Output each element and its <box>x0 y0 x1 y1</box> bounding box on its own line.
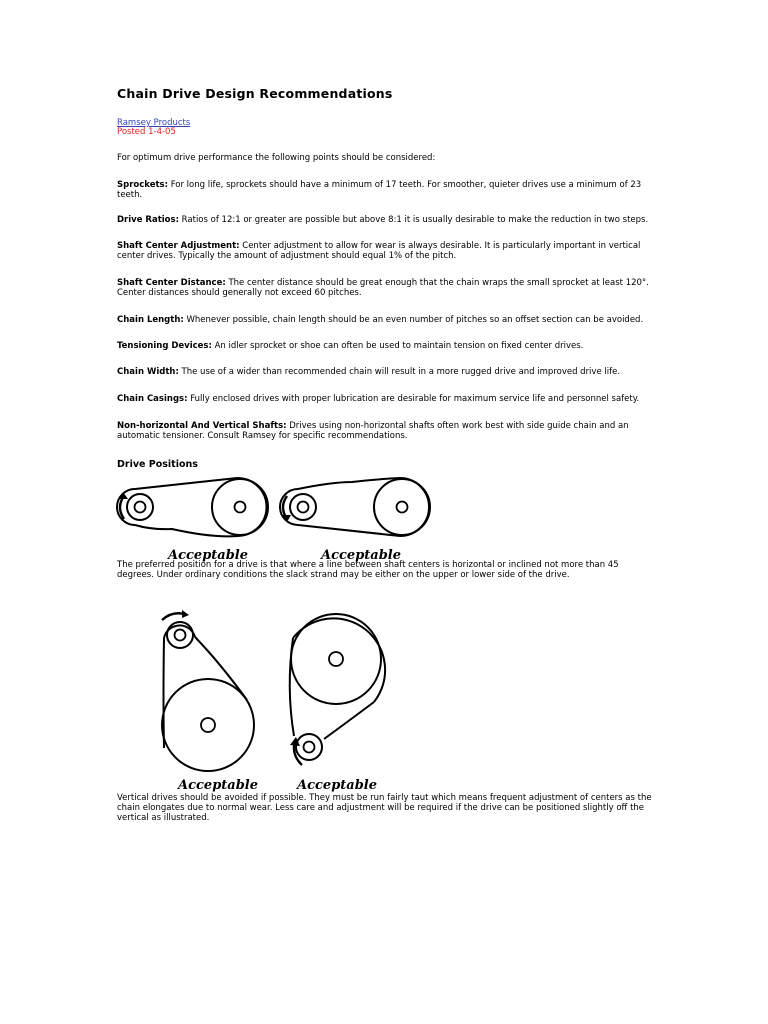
recommendation-chain-casings <box>117 394 657 404</box>
source-link[interactable]: Ramsey Products <box>117 118 191 128</box>
chain-wrap-large <box>237 478 267 536</box>
recommendation-text: Fully enclosed drives with proper lubrication are desirable for maximum service life and personnel safety. <box>187 394 640 404</box>
small-sprocket <box>296 734 322 760</box>
horizontal-caption-right: Acceptable <box>321 548 402 563</box>
small-sprocket-hub <box>135 502 146 513</box>
page-title: Chain Drive Design Recommendations <box>117 86 393 101</box>
rotation-arrow-icon <box>120 496 124 519</box>
chain-right-strand <box>195 637 247 700</box>
recommendation-label: Drive Ratios: <box>117 215 179 225</box>
vertical-drive-paragraph: Vertical drives should be avoided if possible. They must be run fairly taut which means frequent adjustment of centers as the chain elongates due to normal wear. Less care and adjustment will be required if the drive can be positioned slightly off the vertical as illustrated. <box>117 793 652 823</box>
small-sprocket-hub <box>175 630 186 641</box>
recommendation-chain-width <box>117 367 657 377</box>
recommendation-label: Shaft Center Adjustment: <box>117 241 240 251</box>
vertical-drive-diagram <box>150 608 400 796</box>
recommendation-text: An idler sprocket or shoe can often be used to maintain tension on fixed center drives. <box>211 341 584 351</box>
chain-wrap-large <box>400 478 429 536</box>
large-sprocket-hub <box>397 502 408 513</box>
recommendation-sprockets <box>117 180 657 200</box>
small-sprocket <box>127 494 153 520</box>
chain-left-strand <box>164 638 165 748</box>
small-sprocket-hub <box>304 742 315 753</box>
recommendation-label: Shaft Center Distance: <box>117 278 226 288</box>
recommendation-text: The center distance should be great enough that the chain wraps the small sprocket at least 120°. Center distances should generally not exceed 60 pitches. <box>117 278 649 298</box>
horizontal-drive-left <box>117 478 268 536</box>
recommendation-text: For long life, sprockets should have a minimum of 17 teeth. For smoother, quieter drives use a minimum of 23 teeth. <box>117 180 642 200</box>
recommendation-label: Chain Length: <box>117 315 184 325</box>
rotation-arrow-icon <box>162 613 184 620</box>
vertical-drive-right <box>290 614 385 765</box>
chain-upper-strand <box>298 478 400 489</box>
recommendation-label: Chain Casings: <box>117 394 188 404</box>
drive-positions-heading: Drive Positions <box>117 459 198 470</box>
horizontal-drive-diagram <box>112 474 472 566</box>
recommendation-drive-ratios <box>117 215 657 225</box>
recommendation-text: Center adjustment to allow for wear is always desirable. It is particularly important in vertical center drives. Typically the amount of adjustment should equal 1% of the pitch. <box>117 241 641 261</box>
large-sprocket-hub <box>235 502 246 513</box>
horizontal-drive-paragraph: The preferred position for a drive is that where a line between shaft centers is horizontal or inclined not more than 45 degrees. Under ordinary conditions the slack strand may be either on the upper or lower side of the drive. <box>117 560 619 580</box>
recommendation-tensioning-devices <box>117 341 657 351</box>
large-sprocket <box>162 679 254 771</box>
recommendation-chain-length <box>117 315 657 325</box>
vertical-caption-left: Acceptable <box>178 778 259 793</box>
chain-left-strand <box>290 638 294 736</box>
recommendation-text: The use of a wider than recommended chain will result in a more rugged drive and improved drive life. <box>178 367 621 377</box>
recommendation-label: Non-horizontal And Vertical Shafts: <box>117 421 287 431</box>
vertical-caption-right: Acceptable <box>297 778 378 793</box>
chain-right-strand <box>324 702 374 739</box>
recommendation-shaft-center-adjustment <box>117 241 657 261</box>
intro-paragraph: For optimum drive performance the following points should be considered: <box>117 153 436 163</box>
horizontal-drive-right <box>280 478 430 536</box>
posted-date: Posted 1-4-05 <box>117 127 176 137</box>
recommendation-label: Tensioning Devices: <box>117 341 212 351</box>
recommendation-non-horizontal-shafts <box>117 421 657 441</box>
small-sprocket <box>290 494 316 520</box>
small-sprocket-hub <box>298 502 309 513</box>
recommendation-text: Ratios of 12:1 or greater are possible but above 8:1 it is usually desirable to make the reduction in two steps. <box>178 215 649 225</box>
recommendation-label: Sprockets: <box>117 180 168 190</box>
chain-lower-strand <box>135 525 238 536</box>
large-sprocket-hub <box>329 652 343 666</box>
chain-lower-strand <box>298 525 400 536</box>
horizontal-caption-left: Acceptable <box>168 548 249 563</box>
large-sprocket-hub <box>201 718 215 732</box>
recommendation-text: Whenever possible, chain length should be an even number of pitches so an offset section can be avoided. <box>183 315 644 325</box>
recommendation-label: Chain Width: <box>117 367 179 377</box>
arrowhead-icon <box>182 610 189 618</box>
chain-upper-strand <box>135 478 237 489</box>
recommendation-text: Drives using non-horizontal shafts often work best with side guide chain and an automatic tensioner. Consult Ramsey for specific recommendations. <box>117 421 629 441</box>
recommendation-shaft-center-distance <box>117 278 657 298</box>
vertical-drive-left <box>162 610 254 771</box>
